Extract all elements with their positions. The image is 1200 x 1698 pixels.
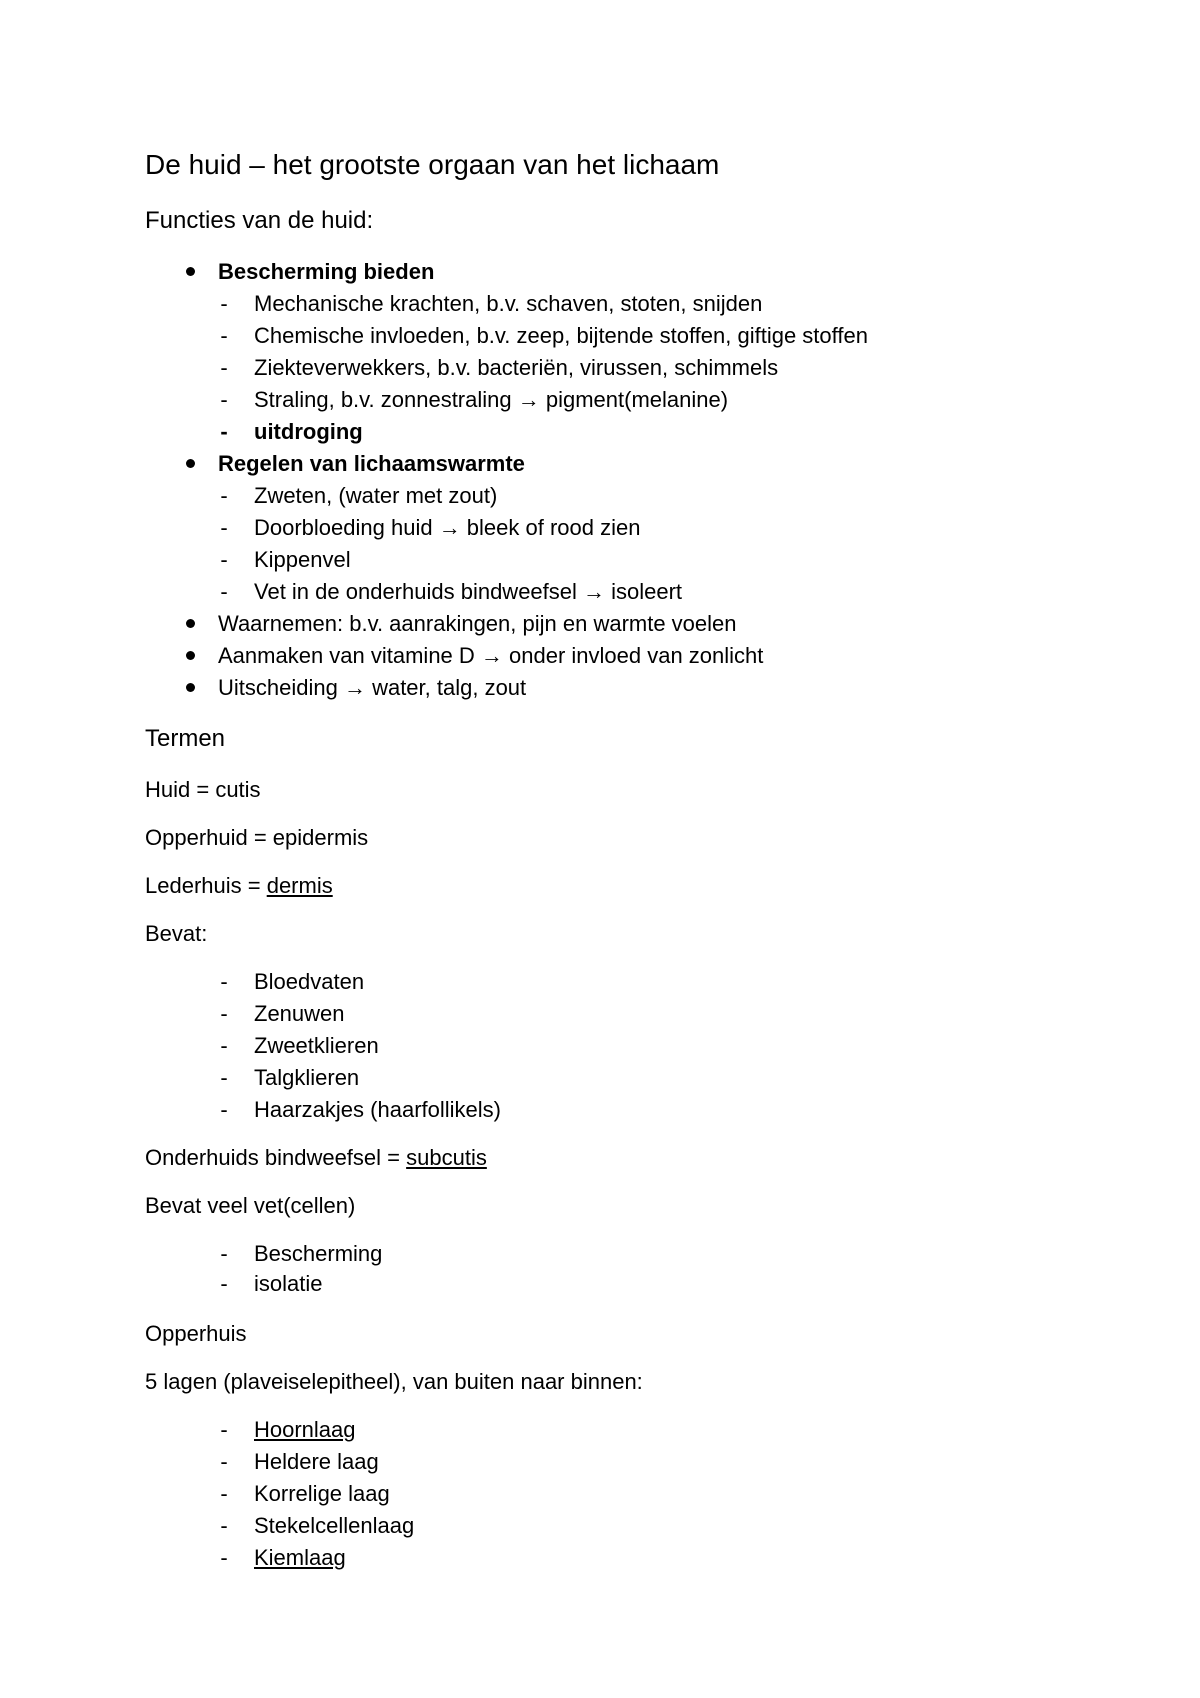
list-item: - Talgklieren — [254, 1064, 359, 1092]
dash-icon: - — [220, 1513, 228, 1538]
dash-icon: - — [220, 323, 228, 348]
bullet-icon — [186, 459, 195, 468]
list-item: - Korrelige laag — [254, 1480, 390, 1508]
dash-icon: - — [220, 1545, 228, 1570]
list-item: - Zenuwen — [254, 1000, 345, 1028]
bullet-icon — [186, 651, 195, 660]
dash-icon: - — [220, 969, 228, 994]
dash-icon: - — [220, 1033, 228, 1058]
bevat-vet-label: Bevat veel vet(cellen) — [145, 1193, 356, 1218]
dash-icon: - — [220, 1001, 228, 1026]
dash-icon: - — [220, 419, 228, 444]
dash-icon: - — [220, 291, 228, 316]
page-title: De huid – het grootste orgaan van het lichaam — [145, 149, 720, 180]
dash-icon: - — [220, 1065, 228, 1090]
dash-icon: - — [220, 387, 228, 412]
list-item: - Chemische invloeden, b.v. zeep, bijtende stoffen, giftige stoffen — [254, 322, 868, 350]
list-item: - Haarzakjes (haarfollikels) — [254, 1096, 501, 1124]
bullet-label: Bescherming bieden — [218, 259, 435, 284]
bullet-item: Aanmaken van vitamine D → onder invloed van zonlicht — [218, 642, 763, 670]
bullet-icon — [186, 619, 195, 628]
bullet-label: Regelen van lichaamswarmte — [218, 451, 525, 476]
list-item: - Stekelcellenlaag — [254, 1512, 414, 1540]
list-item: - Doorbloeding huid → bleek of rood zien — [254, 514, 640, 542]
list-item: - Bloedvaten — [254, 968, 364, 996]
dash-icon: - — [220, 1097, 228, 1122]
list-item: - Hoornlaag — [254, 1416, 356, 1444]
list-item: - Straling, b.v. zonnestraling → pigment(melanine) — [254, 386, 728, 414]
lagen-label: 5 lagen (plaveiselepitheel), van buiten naar binnen: — [145, 1369, 643, 1394]
term-opperhuid: Opperhuid = epidermis — [145, 825, 369, 850]
opperhuis-label: Opperhuis — [145, 1321, 247, 1346]
dash-icon: - — [220, 579, 228, 604]
bullet-item — [218, 450, 525, 478]
list-item: - Zweetklieren — [254, 1032, 379, 1060]
list-item: - Kippenvel — [254, 546, 351, 574]
bevat-label: Bevat: — [145, 921, 208, 946]
bullet-item: Uitscheiding → water, talg, zout — [218, 674, 526, 702]
list-item: - Bescherming — [254, 1240, 382, 1268]
term-onderhuids: Onderhuids bindweefsel = subcutis — [145, 1145, 487, 1170]
list-item: - Mechanische krachten, b.v. schaven, stoten, snijden — [254, 290, 762, 318]
dash-icon: - — [220, 547, 228, 572]
dash-icon: - — [220, 1271, 228, 1296]
list-item: - isolatie — [254, 1270, 322, 1298]
list-item: - Vet in de onderhuids bindweefsel → isoleert — [254, 578, 682, 606]
dash-icon: - — [220, 1481, 228, 1506]
dash-icon: - — [220, 1417, 228, 1442]
dash-icon: - — [220, 483, 228, 508]
list-item: - Heldere laag — [254, 1448, 379, 1476]
bullet-icon — [186, 683, 195, 692]
list-item: - uitdroging — [254, 418, 363, 446]
dash-icon: - — [220, 355, 228, 380]
dash-icon: - — [220, 1241, 228, 1266]
term-lederhuis: Lederhuis = dermis — [145, 873, 333, 898]
bullet-icon — [186, 267, 195, 276]
list-item: - Ziekteverwekkers, b.v. bacteriën, virussen, schimmels — [254, 354, 778, 382]
dash-icon: - — [220, 515, 228, 540]
functions-heading: Functies van de huid: — [145, 207, 374, 234]
bullet-item — [218, 258, 434, 286]
bullet-item: Waarnemen: b.v. aanrakingen, pijn en warmte voelen — [218, 610, 737, 638]
termen-heading: Termen — [145, 725, 226, 752]
list-item: - Kiemlaag — [254, 1544, 346, 1572]
list-item: - Zweten, (water met zout) — [254, 482, 497, 510]
term-huid: Huid = cutis — [145, 777, 261, 802]
dash-icon: - — [220, 1449, 228, 1474]
